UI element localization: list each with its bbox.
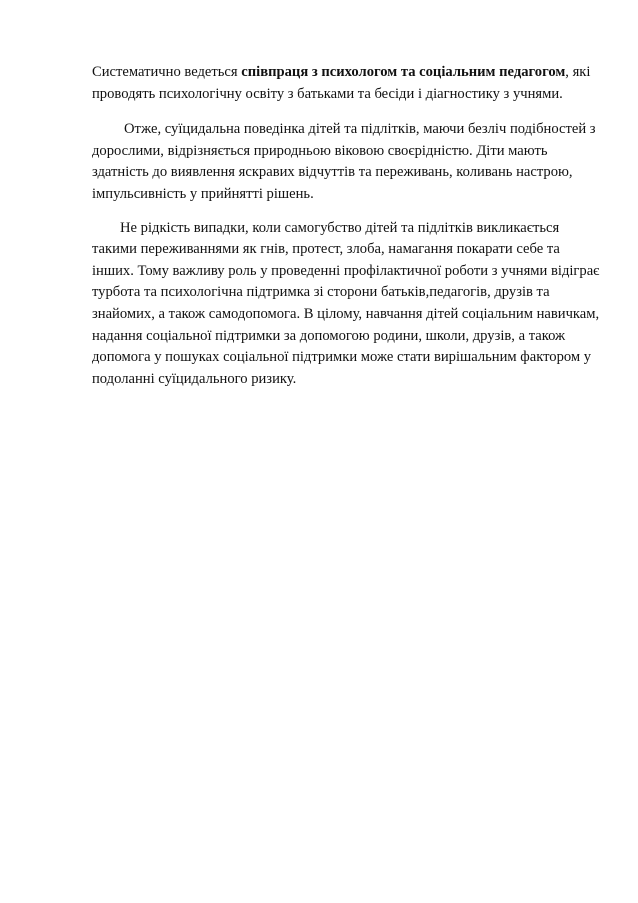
document-body (92, 62, 602, 390)
paragraph-cooperation (92, 62, 602, 105)
paragraph-cooperation-start: Систематично ведеться (92, 64, 242, 80)
paragraph-prevention: Не рідкість випадки, коли самогубство дітей та підлітків викликається такими переживаннями як гнів, протест, злоба, намагання покарати себе та інших. Тому важливу роль у проведенні профілактичної роботи з учнями відіграє турбота та психологічна підтримка зі сторони батьків,педагогів, друзів та знайомих, а також самодопомога. В цілому, навчання дітей соціальним навичкам, надання соціальної підтримки за допомогою родини, школи, друзів, а також допомога у пошуках соціальної підтримки може стати вирішальним фактором у подоланні суїцидального ризику. (92, 219, 600, 387)
paragraph-cooperation-end: , які проводять психологічну освіту з батьками та бесіди і діагностику з учнями. (92, 64, 591, 102)
paragraph-cooperation-emphasis: співпраця з психологом та соціальним педагогом (241, 64, 566, 80)
paragraph-suicidal-behavior: Отже, суїцидальна поведінка дітей та підлітків, маючи безліч подібностей з дорослими, відрізняється природньою віковою своєрідністю. Діти мають здатність до виявлення яскравих відчуттів та переживань, коливань настрою, імпульсивність у прийнятті рішень. (92, 121, 596, 202)
